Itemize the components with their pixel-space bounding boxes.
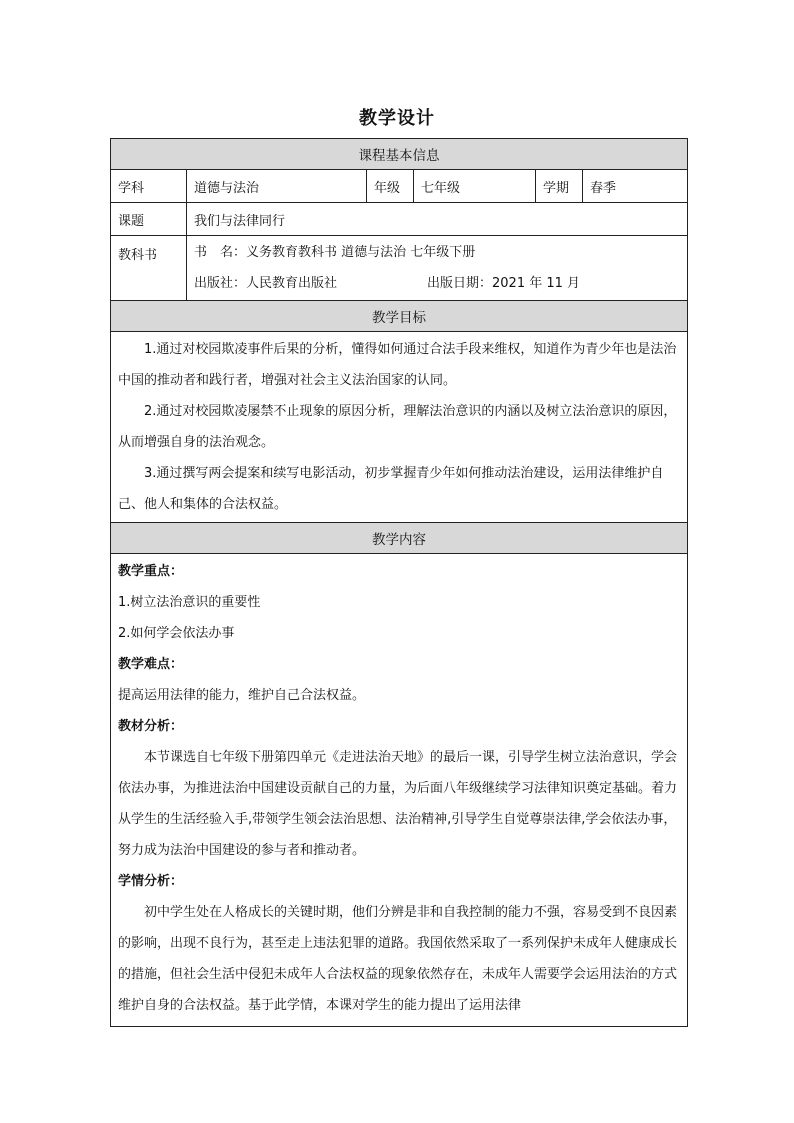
lesson-plan-table: [110, 138, 688, 1027]
textbook-analysis-text: 本节课选自七年级下册第四单元《走进法治天地》的最后一课，引导学生树立法治意识，学会依法办事，为推进法治中国建设贡献自己的力量，为后面八年级继续学习法律知识奠定基础。着力从学生的生活经验入手,带领学生领会法治思想、法治精神,引导学生自觉尊崇法律,学会依法办事，努力成为法治中国建设的参与者和推动者。: [118, 750, 678, 858]
textbook-label: 教科书: [111, 236, 187, 301]
key-point-2: 2.如何学会依法办事: [118, 626, 235, 641]
section-header-content: 教学内容: [111, 523, 688, 554]
subject-value: 道德与法治: [187, 170, 367, 203]
subject-label: 学科: [111, 170, 187, 203]
textbook-name: 书 名：义务教育教科书 道德与法治 七年级下册: [194, 245, 476, 260]
section-header-goals: 教学目标: [111, 301, 688, 332]
goal-item-1: 1.通过对校园欺凌事件后果的分析，懂得如何通过合法手段来维权，知道作为青少年也是法治中国的推动者和践行者，增强对社会主义法治国家的认同。: [118, 342, 677, 388]
textbook-analysis-label: 教材分析：: [118, 719, 184, 734]
textbook-publisher: 出版社：人民教育出版社: [194, 276, 338, 291]
subject-row: [111, 170, 688, 203]
topic-label: 课题: [111, 203, 187, 236]
grade-value: 七年级: [414, 170, 536, 203]
topic-value: 我们与法律同行: [187, 203, 688, 236]
difficulty-text: 提高运用法律的能力，维护自己合法权益。: [118, 688, 366, 703]
textbook-row: [111, 236, 688, 301]
difficulty-label: 教学难点：: [118, 657, 184, 672]
key-points-label: 教学重点：: [118, 564, 184, 579]
textbook-pub-date: 出版日期：2021 年 11 月: [427, 276, 581, 291]
goal-item-3: 3.通过撰写两会提案和续写电影活动，初步掌握青少年如何推动法治建设，运用法律维护自己、他人和集体的合法权益。: [118, 466, 664, 512]
goals-row: [111, 332, 688, 523]
term-value: 春季: [583, 170, 688, 203]
document-title: 教学设计: [359, 108, 435, 129]
textbook-publisher-line: [194, 268, 680, 299]
key-point-1: 1.树立法治意识的重要性: [118, 595, 261, 610]
grade-label: 年级: [367, 170, 414, 203]
student-analysis-text: 初中学生处在人格成长的关键时期，他们分辨是非和自我控制的能力不强，容易受到不良因素的影响，出现不良行为，甚至走上违法犯罪的道路。我国依然采取了一系列保护未成年人健康成长的措施，但社会生活中侵犯未成年人合法权益的现象依然存在，未成年人需要学会运用法治的方式维护自身的合法权益。基于此学情，本课对学生的能力提出了运用法律: [118, 905, 678, 1013]
term-label: 学期: [536, 170, 583, 203]
content-row: [111, 554, 688, 1027]
student-analysis-label: 学情分析：: [118, 874, 184, 889]
topic-row: [111, 203, 688, 236]
section-header-basic: 课程基本信息: [111, 139, 688, 170]
goal-item-2: 2.通过对校园欺凌屡禁不止现象的原因分析，理解法治意识的内涵以及树立法治意识的原因，从而增强自身的法治观念。: [118, 404, 677, 450]
